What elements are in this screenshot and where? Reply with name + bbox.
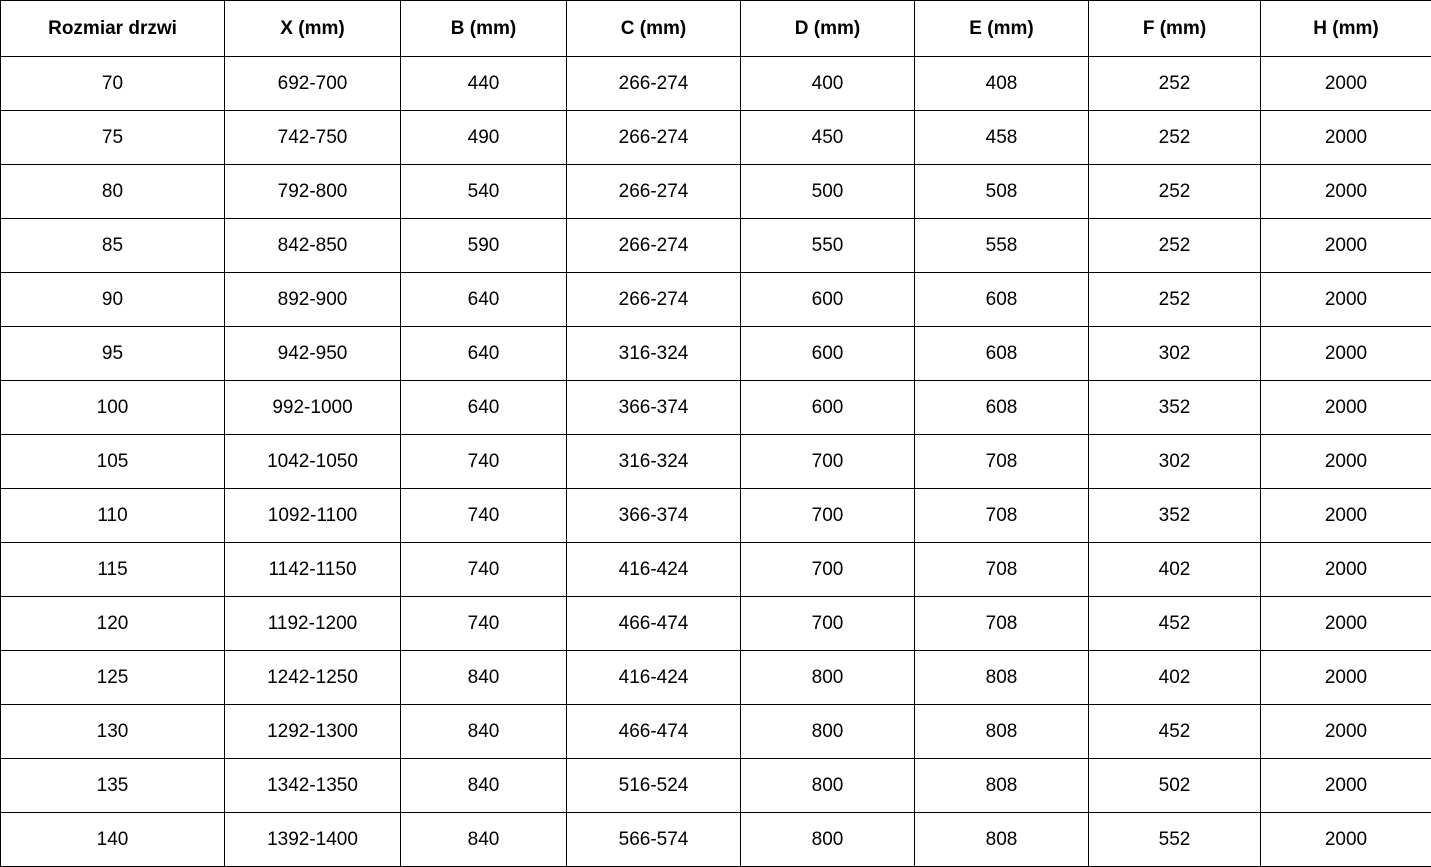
cell-h: 2000 (1261, 273, 1431, 327)
cell-e: 458 (915, 111, 1089, 165)
cell-c: 366-374 (567, 381, 741, 435)
cell-c: 316-324 (567, 327, 741, 381)
cell-f: 352 (1089, 489, 1261, 543)
cell-x: 942-950 (225, 327, 401, 381)
cell-c: 266-274 (567, 57, 741, 111)
cell-c: 316-324 (567, 435, 741, 489)
cell-d: 550 (741, 219, 915, 273)
table-row (1, 705, 1431, 759)
cell-b: 740 (401, 597, 567, 651)
cell-b: 740 (401, 489, 567, 543)
cell-e: 608 (915, 381, 1089, 435)
table-header-row (1, 1, 1431, 57)
cell-d: 800 (741, 759, 915, 813)
cell-h: 2000 (1261, 165, 1431, 219)
column-header-h: H (mm) (1261, 1, 1431, 57)
cell-x: 1242-1250 (225, 651, 401, 705)
cell-e: 508 (915, 165, 1089, 219)
cell-x: 1292-1300 (225, 705, 401, 759)
cell-f: 402 (1089, 543, 1261, 597)
cell-c: 416-424 (567, 651, 741, 705)
cell-h: 2000 (1261, 759, 1431, 813)
cell-h: 2000 (1261, 651, 1431, 705)
cell-b: 640 (401, 327, 567, 381)
cell-c: 366-374 (567, 489, 741, 543)
column-header-d: D (mm) (741, 1, 915, 57)
cell-f: 552 (1089, 813, 1261, 867)
cell-b: 590 (401, 219, 567, 273)
table-row (1, 219, 1431, 273)
cell-e: 808 (915, 651, 1089, 705)
cell-c: 266-274 (567, 273, 741, 327)
cell-f: 502 (1089, 759, 1261, 813)
cell-f: 452 (1089, 705, 1261, 759)
cell-b: 840 (401, 813, 567, 867)
cell-e: 608 (915, 327, 1089, 381)
cell-d: 600 (741, 381, 915, 435)
cell-e: 408 (915, 57, 1089, 111)
cell-c: 466-474 (567, 705, 741, 759)
cell-door-size: 90 (1, 273, 225, 327)
cell-f: 452 (1089, 597, 1261, 651)
table-row (1, 165, 1431, 219)
cell-d: 500 (741, 165, 915, 219)
cell-d: 700 (741, 597, 915, 651)
cell-x: 1092-1100 (225, 489, 401, 543)
cell-x: 1042-1050 (225, 435, 401, 489)
cell-door-size: 130 (1, 705, 225, 759)
cell-e: 808 (915, 813, 1089, 867)
column-header-f: F (mm) (1089, 1, 1261, 57)
cell-b: 740 (401, 543, 567, 597)
cell-b: 440 (401, 57, 567, 111)
cell-d: 700 (741, 543, 915, 597)
cell-x: 1392-1400 (225, 813, 401, 867)
cell-f: 352 (1089, 381, 1261, 435)
cell-x: 742-750 (225, 111, 401, 165)
cell-c: 466-474 (567, 597, 741, 651)
cell-x: 1342-1350 (225, 759, 401, 813)
cell-h: 2000 (1261, 111, 1431, 165)
cell-door-size: 110 (1, 489, 225, 543)
cell-b: 840 (401, 759, 567, 813)
cell-f: 252 (1089, 111, 1261, 165)
cell-d: 450 (741, 111, 915, 165)
cell-d: 400 (741, 57, 915, 111)
cell-b: 540 (401, 165, 567, 219)
table-row (1, 327, 1431, 381)
cell-d: 600 (741, 327, 915, 381)
cell-x: 792-800 (225, 165, 401, 219)
cell-h: 2000 (1261, 327, 1431, 381)
column-header-b: B (mm) (401, 1, 567, 57)
cell-h: 2000 (1261, 813, 1431, 867)
cell-b: 740 (401, 435, 567, 489)
cell-x: 1192-1200 (225, 597, 401, 651)
cell-e: 608 (915, 273, 1089, 327)
cell-c: 266-274 (567, 111, 741, 165)
cell-h: 2000 (1261, 705, 1431, 759)
table-row (1, 381, 1431, 435)
table-row (1, 273, 1431, 327)
table-row (1, 111, 1431, 165)
cell-door-size: 125 (1, 651, 225, 705)
table-row (1, 489, 1431, 543)
column-header-e: E (mm) (915, 1, 1089, 57)
cell-h: 2000 (1261, 543, 1431, 597)
cell-door-size: 95 (1, 327, 225, 381)
cell-h: 2000 (1261, 489, 1431, 543)
cell-x: 842-850 (225, 219, 401, 273)
cell-b: 490 (401, 111, 567, 165)
cell-d: 700 (741, 435, 915, 489)
cell-c: 516-524 (567, 759, 741, 813)
cell-c: 266-274 (567, 219, 741, 273)
cell-f: 252 (1089, 165, 1261, 219)
table-row (1, 651, 1431, 705)
cell-d: 600 (741, 273, 915, 327)
column-header-door-size: Rozmiar drzwi (1, 1, 225, 57)
cell-h: 2000 (1261, 219, 1431, 273)
cell-door-size: 120 (1, 597, 225, 651)
cell-door-size: 85 (1, 219, 225, 273)
cell-f: 252 (1089, 57, 1261, 111)
cell-x: 692-700 (225, 57, 401, 111)
table-row (1, 57, 1431, 111)
cell-e: 808 (915, 705, 1089, 759)
cell-h: 2000 (1261, 435, 1431, 489)
table-row (1, 759, 1431, 813)
cell-h: 2000 (1261, 381, 1431, 435)
cell-b: 840 (401, 705, 567, 759)
cell-door-size: 80 (1, 165, 225, 219)
cell-b: 840 (401, 651, 567, 705)
cell-door-size: 105 (1, 435, 225, 489)
cell-door-size: 115 (1, 543, 225, 597)
cell-d: 800 (741, 651, 915, 705)
cell-e: 808 (915, 759, 1089, 813)
cell-f: 302 (1089, 327, 1261, 381)
table-body (1, 57, 1431, 867)
cell-c: 566-574 (567, 813, 741, 867)
cell-c: 416-424 (567, 543, 741, 597)
cell-d: 800 (741, 813, 915, 867)
cell-e: 558 (915, 219, 1089, 273)
cell-d: 800 (741, 705, 915, 759)
table-row (1, 597, 1431, 651)
column-header-c: C (mm) (567, 1, 741, 57)
cell-b: 640 (401, 273, 567, 327)
cell-e: 708 (915, 543, 1089, 597)
cell-door-size: 70 (1, 57, 225, 111)
column-header-x: X (mm) (225, 1, 401, 57)
cell-f: 302 (1089, 435, 1261, 489)
table-row (1, 543, 1431, 597)
table-row (1, 813, 1431, 867)
cell-e: 708 (915, 435, 1089, 489)
table-header (1, 1, 1431, 57)
cell-h: 2000 (1261, 597, 1431, 651)
cell-x: 892-900 (225, 273, 401, 327)
cell-c: 266-274 (567, 165, 741, 219)
cell-f: 252 (1089, 219, 1261, 273)
cell-door-size: 135 (1, 759, 225, 813)
cell-e: 708 (915, 489, 1089, 543)
cell-door-size: 140 (1, 813, 225, 867)
cell-x: 1142-1150 (225, 543, 401, 597)
cell-d: 700 (741, 489, 915, 543)
cell-x: 992-1000 (225, 381, 401, 435)
cell-h: 2000 (1261, 57, 1431, 111)
table-row (1, 435, 1431, 489)
cell-e: 708 (915, 597, 1089, 651)
cell-b: 640 (401, 381, 567, 435)
cell-door-size: 100 (1, 381, 225, 435)
cell-f: 402 (1089, 651, 1261, 705)
cell-door-size: 75 (1, 111, 225, 165)
cell-f: 252 (1089, 273, 1261, 327)
